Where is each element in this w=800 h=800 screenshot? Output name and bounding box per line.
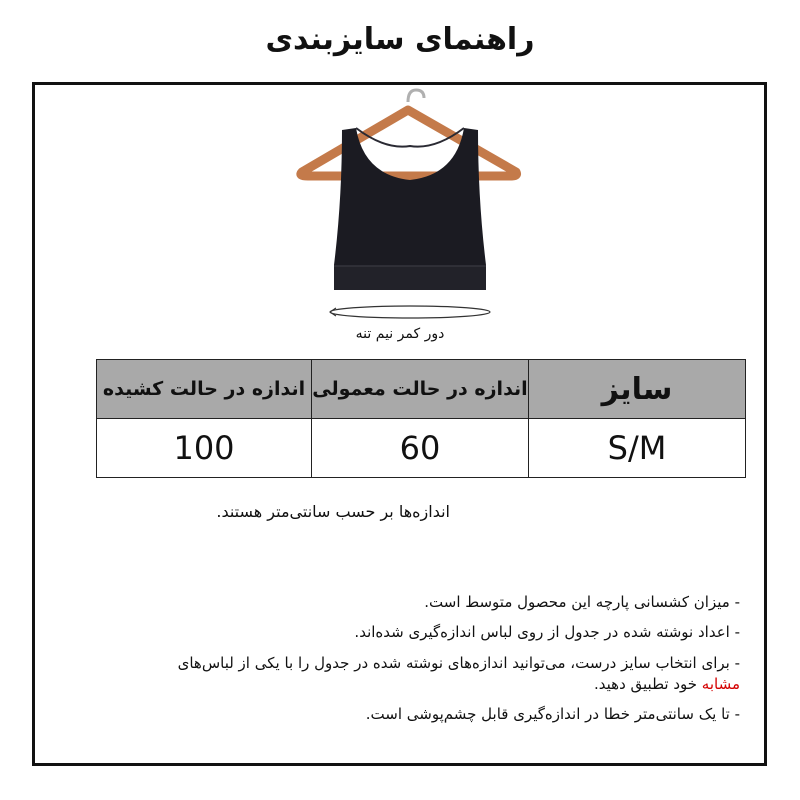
table-row: [97, 419, 746, 478]
hanger-icon: [301, 90, 517, 176]
list-item: - میزان کشسانی پارچه این محصول متوسط است.: [424, 593, 740, 611]
unit-note: اندازه‌ها بر حسب سانتی‌متر هستند.: [216, 502, 450, 521]
list-item: [60, 653, 740, 696]
notes-list: [60, 592, 740, 734]
sports-bra-icon: [334, 128, 486, 290]
cell-stretched: 100: [97, 419, 312, 478]
header-stretched: اندازه در حالت کشیده: [97, 360, 312, 419]
size-table: [96, 359, 746, 478]
waist-measure-icon: [330, 306, 490, 318]
garment-image: [290, 80, 530, 320]
header-size: سایز: [529, 360, 746, 419]
note-text: - برای انتخاب سایز درست، می‌توانید اندازه‌های نوشته شده در جدول را با یکی از لباس‌های: [177, 653, 740, 672]
list-item: - تا یک سانتی‌متر خطا در اندازه‌گیری قابل چشم‌پوشی است.: [365, 705, 740, 724]
cell-size: S/M: [529, 419, 746, 478]
table-header-row: [97, 360, 746, 419]
measure-label: دور کمر نیم تنه: [355, 326, 445, 342]
note-highlight: مشابه: [701, 674, 740, 693]
header-normal: اندازه در حالت معمولی: [312, 360, 529, 419]
page-title: راهنمای سایزبندی: [265, 22, 535, 57]
note-tail: خود تطبیق دهید.: [593, 674, 702, 693]
cell-normal: 60: [312, 419, 529, 478]
list-item: - اعداد نوشته شده در جدول از روی لباس اندازه‌گیری شده‌اند.: [354, 623, 740, 642]
